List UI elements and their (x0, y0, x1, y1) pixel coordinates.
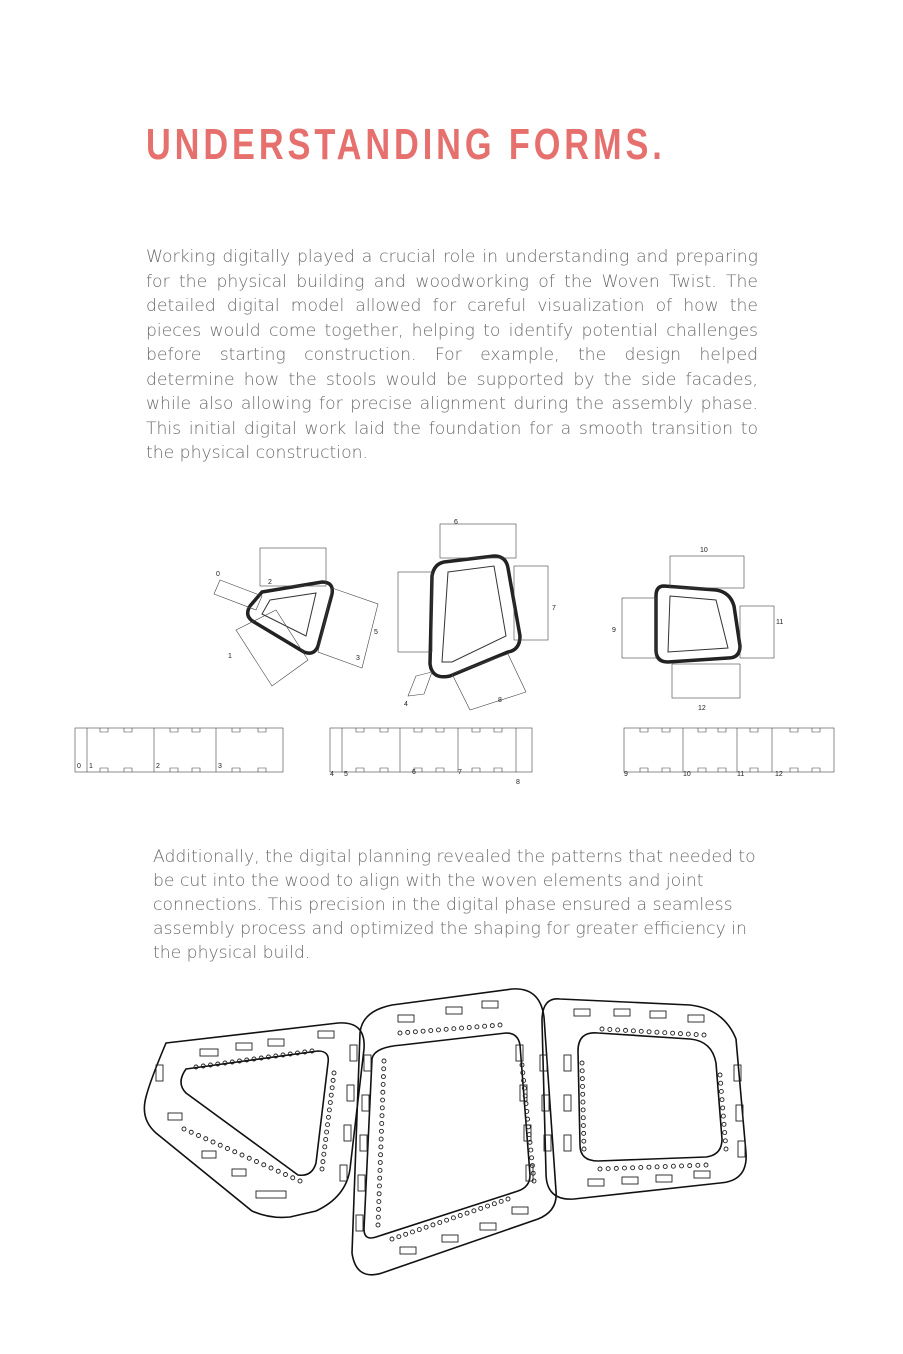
strip1-label-0: 0 (77, 763, 81, 770)
drill-hole (378, 1161, 382, 1165)
strip1-label-1: 1 (89, 763, 93, 770)
drill-hole (380, 1106, 384, 1110)
drill-hole (647, 1030, 651, 1034)
drill-hole (678, 1032, 682, 1036)
drill-hole (424, 1225, 428, 1229)
drill-hole (688, 1164, 692, 1168)
drill-hole (581, 1100, 585, 1104)
drill-hole (475, 1025, 479, 1029)
drill-hole (444, 1027, 448, 1031)
drill-hole (663, 1165, 667, 1169)
drill-hole (614, 1166, 618, 1170)
drill-hole (379, 1145, 383, 1149)
drill-hole (582, 1131, 586, 1135)
drill-hole (320, 1167, 324, 1171)
piece-label-2: 2 (268, 579, 272, 586)
drill-hole (702, 1033, 706, 1037)
drill-hole (598, 1167, 602, 1171)
piece-label-10: 10 (700, 547, 708, 554)
drill-hole (472, 1209, 476, 1213)
piece-label-7: 7 (552, 605, 556, 612)
drill-hole (436, 1028, 440, 1032)
drill-hole (382, 1059, 386, 1063)
piece-label-12: 12 (698, 705, 706, 712)
drill-hole (631, 1029, 635, 1033)
drill-hole (410, 1230, 414, 1234)
piece-label-6: 6 (454, 519, 458, 526)
drill-hole (378, 1176, 382, 1180)
drill-hole (639, 1165, 643, 1169)
strip3-label-11: 11 (737, 771, 745, 778)
drill-hole (382, 1067, 386, 1071)
drill-hole (326, 1123, 330, 1127)
drill-hole (404, 1232, 408, 1236)
strip2-label-5: 5 (344, 771, 348, 778)
strip2-label-8: 8 (516, 779, 520, 786)
drill-hole (639, 1029, 643, 1033)
drill-hole (390, 1237, 394, 1241)
drill-hole (722, 1122, 726, 1126)
drill-hole (240, 1153, 244, 1157)
drill-hole (580, 1077, 584, 1081)
drill-hole (655, 1165, 659, 1169)
drill-hole (631, 1166, 635, 1170)
drill-hole (719, 1089, 723, 1093)
drill-hole (377, 1192, 381, 1196)
piece-label-3: 3 (356, 655, 360, 662)
strip2-label-7: 7 (458, 769, 462, 776)
drill-hole (600, 1027, 604, 1031)
drill-hole (218, 1143, 222, 1147)
piece-label-8: 8 (498, 697, 502, 704)
drill-hole (298, 1179, 302, 1183)
strip3-label-10: 10 (683, 771, 691, 778)
drill-hole (379, 1153, 383, 1157)
drill-hole (486, 1204, 490, 1208)
drill-hole (460, 1026, 464, 1030)
piece-label-11: 11 (776, 619, 784, 626)
drill-hole (269, 1166, 273, 1170)
drill-hole (529, 1148, 533, 1152)
drill-hole (255, 1160, 259, 1164)
second-paragraph: Additionally, the digital planning revealed the patterns that needed to be cut into the wood to align with the woven elements and joint connections. This precision in the digital phase ensured a seamless assembly process and optimized the shaping for greater efficiency in the physical build. (153, 847, 756, 963)
strip2-label-6: 6 (412, 769, 416, 776)
drill-hole (581, 1124, 585, 1128)
drill-hole (506, 1197, 510, 1201)
drill-hole (377, 1207, 381, 1211)
drill-hole (465, 1211, 469, 1215)
drill-hole (622, 1166, 626, 1170)
drill-hole (663, 1031, 667, 1035)
drill-hole (376, 1215, 380, 1219)
drill-hole (458, 1213, 462, 1217)
piece-label-1: 1 (228, 653, 232, 660)
intro-paragraph: Working digitally played a crucial role in understanding and preparing for the physical building and woodworking of the Woven Twist. The detailed digital model allowed for careful visualization of how the pieces would come together, helping to identify potential challenges before starting construction. For example, the design helped determine how the stools would be supported by the side facades, while also allowing for precise alignment during the assembly phase. This initial digital work laid the foundation for a smooth transition to the physical construction. (146, 247, 758, 463)
drill-hole (247, 1156, 251, 1160)
drill-hole (211, 1140, 215, 1144)
piece-label-5: 5 (374, 629, 378, 636)
drill-hole (581, 1116, 585, 1120)
drill-hole (718, 1073, 722, 1077)
drill-hole (647, 1165, 651, 1169)
drill-hole (499, 1199, 503, 1203)
drill-hole (720, 1098, 724, 1102)
drill-hole (197, 1134, 201, 1138)
drill-hole (380, 1121, 384, 1125)
drill-hole (381, 1090, 385, 1094)
drill-hole (204, 1137, 208, 1141)
drill-holes (182, 1023, 728, 1241)
drill-hole (189, 1130, 193, 1134)
drill-hole (452, 1027, 456, 1031)
drill-hole (451, 1216, 455, 1220)
drill-hole (616, 1028, 620, 1032)
frame-dimension-diagram (0, 510, 903, 800)
drill-hole (530, 1156, 534, 1160)
drill-hole (321, 1160, 325, 1164)
drill-hole (721, 1106, 725, 1110)
drill-hole (581, 1092, 585, 1096)
drill-hole (445, 1218, 449, 1222)
drill-hole (379, 1129, 383, 1133)
drill-hole (417, 1228, 421, 1232)
drill-hole (327, 1108, 331, 1112)
drill-hole (719, 1081, 723, 1085)
drill-hole (581, 1108, 585, 1112)
drill-hole (429, 1029, 433, 1033)
drill-hole (723, 1131, 727, 1135)
drill-hole (608, 1027, 612, 1031)
drill-hole (291, 1176, 295, 1180)
drill-hole (398, 1031, 402, 1035)
drill-hole (582, 1139, 586, 1143)
strip3-label-12: 12 (775, 771, 783, 778)
drill-hole (377, 1184, 381, 1188)
drill-hole (377, 1200, 381, 1204)
drill-hole (381, 1098, 385, 1102)
drill-hole (326, 1115, 330, 1119)
drill-hole (624, 1028, 628, 1032)
drill-hole (413, 1030, 417, 1034)
drill-hole (606, 1167, 610, 1171)
drill-hole (406, 1030, 410, 1034)
drill-hole (332, 1071, 336, 1075)
drill-hole (530, 1164, 534, 1168)
cut-pattern-drawing (0, 985, 903, 1285)
drill-hole (581, 1084, 585, 1088)
drill-hole (421, 1029, 425, 1033)
drill-hole (379, 1137, 383, 1141)
drill-hole (582, 1147, 586, 1151)
drill-hole (723, 1139, 727, 1143)
drill-hole (381, 1075, 385, 1079)
piece-label-9: 9 (612, 627, 616, 634)
drill-hole (671, 1164, 675, 1168)
drill-hole (276, 1169, 280, 1173)
piece-label-0: 0 (216, 571, 220, 578)
drill-hole (226, 1147, 230, 1151)
drill-hole (721, 1114, 725, 1118)
drill-hole (580, 1069, 584, 1073)
drill-hole (325, 1130, 329, 1134)
strip1-label-3: 3 (218, 763, 222, 770)
strip3-label-9: 9 (624, 771, 628, 778)
drill-hole (378, 1168, 382, 1172)
drill-hole (323, 1145, 327, 1149)
drill-hole (381, 1082, 385, 1086)
drill-hole (431, 1223, 435, 1227)
drill-hole (483, 1024, 487, 1028)
drill-hole (329, 1093, 333, 1097)
strip2-label-4: 4 (330, 771, 334, 778)
drill-hole (467, 1025, 471, 1029)
drill-hole (671, 1031, 675, 1035)
drill-hole (492, 1202, 496, 1206)
drill-hole (694, 1033, 698, 1037)
drill-hole (680, 1164, 684, 1168)
drill-hole (376, 1223, 380, 1227)
drill-hole (438, 1221, 442, 1225)
drill-hole (479, 1206, 483, 1210)
drill-hole (724, 1147, 728, 1151)
drill-hole (655, 1030, 659, 1034)
drill-hole (328, 1101, 332, 1105)
drill-hole (397, 1235, 401, 1239)
drill-hole (696, 1163, 700, 1167)
drill-hole (580, 1061, 584, 1065)
drill-hole (233, 1150, 237, 1154)
drill-hole (686, 1032, 690, 1036)
drill-hole (322, 1152, 326, 1156)
page-title: UNDERSTANDING FORMS. (146, 120, 666, 169)
piece-label-4: 4 (404, 701, 408, 708)
drill-hole (380, 1114, 384, 1118)
drill-hole (324, 1137, 328, 1141)
drill-hole (182, 1127, 186, 1131)
drill-hole (498, 1023, 502, 1027)
strip1-label-2: 2 (156, 763, 160, 770)
drill-hole (284, 1173, 288, 1177)
drill-hole (262, 1163, 266, 1167)
drill-hole (330, 1086, 334, 1090)
drill-hole (490, 1024, 494, 1028)
drill-hole (331, 1078, 335, 1082)
drill-hole (704, 1163, 708, 1167)
